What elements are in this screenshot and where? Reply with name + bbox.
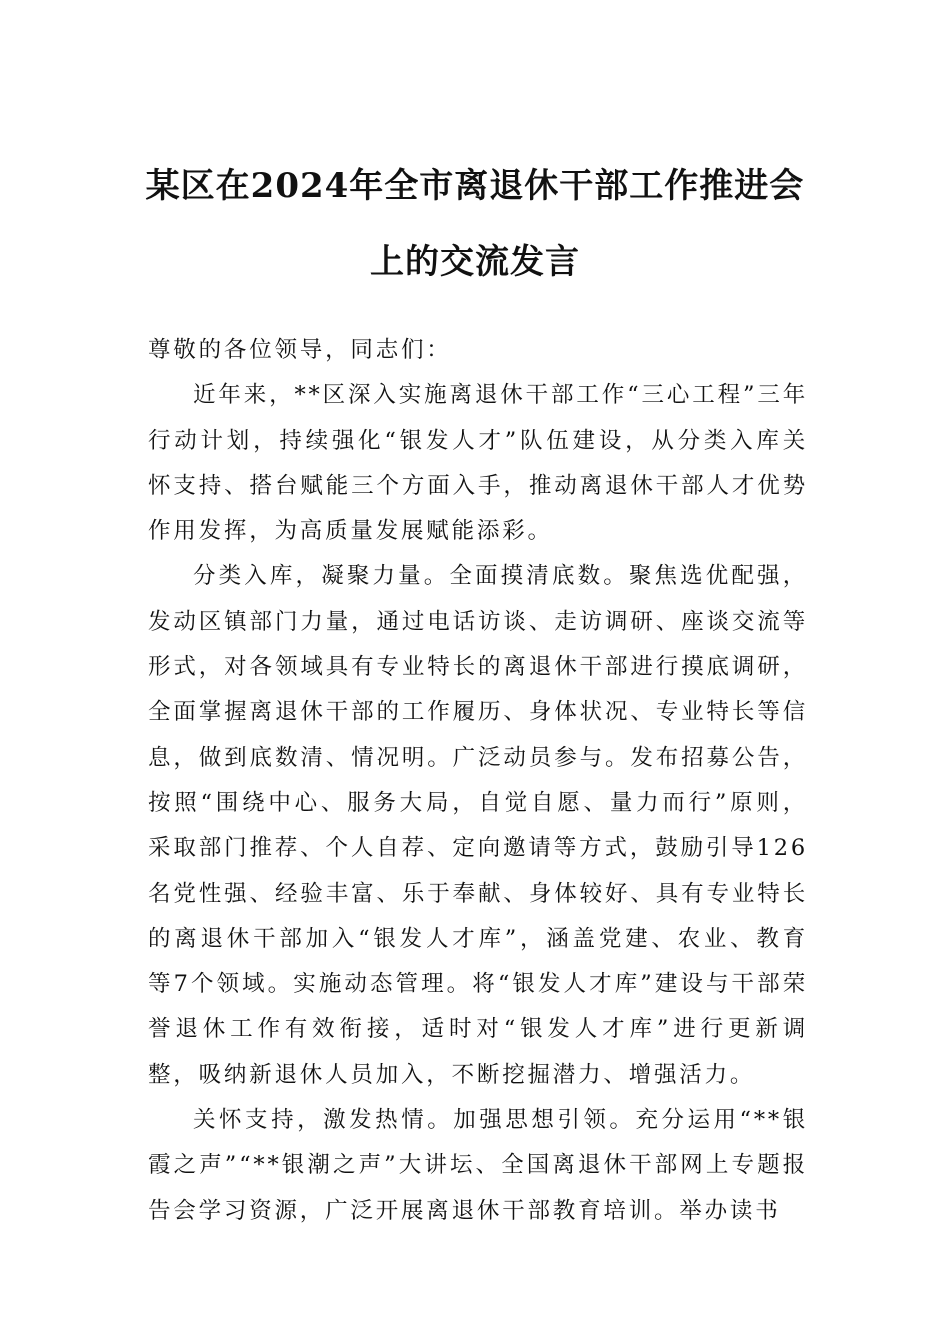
salutation: 尊敬的各位领导，同志们：	[148, 337, 452, 363]
document-body	[148, 328, 808, 1234]
title-line-2: 上的交流发言	[370, 242, 580, 282]
title-line-1: 某区在2024年全市离退休干部工作推进会	[145, 166, 805, 206]
paragraph-intro: 近年来，**区深入实施离退休干部工作“三心工程”三年行动计划，持续强化“银发人才”队伍建设，从分类入库关怀支持、搭台赋能三个方面入手，推动离退休干部人才优势作用发挥，为高质量发展赋能添彩。	[148, 382, 808, 545]
paragraph-care-support: 关怀支持，激发热情。加强思想引领。充分运用“**银霞之声”“**银潮之声”大讲坛、全国离退休干部网上专题报告会学习资源，广泛开展离退休干部教育培训。举办读书	[148, 1107, 808, 1224]
paragraph-classification: 分类入库，凝聚力量。全面摸清底数。聚焦选优配强，发动区镇部门力量，通过电话访谈、走访调研、座谈交流等形式，对各领域具有专业特长的离退休干部进行摸底调研，全面掌握离退休干部的工作履历、身体状况、专业特长等信息，做到底数清、情况明。广泛动员参与。发布招募公告，按照“围绕中心、服务大局，自觉自愿、量力而行”原则，采取部门推荐、个人自荐、定向邀请等方式，鼓励引导126名党性强、经验丰富、乐于奉献、身体较好、具有专业特长的离退休干部加入“银发人才库”，涵盖党建、农业、教育等7个领域。实施动态管理。将“银发人才库”建设与干部荣誉退休工作有效衔接，适时对“银发人才库”进行更新调整，吸纳新退休人员加入，不断挖掘潜力、增强活力。	[148, 563, 808, 1088]
document-title	[110, 148, 840, 300]
